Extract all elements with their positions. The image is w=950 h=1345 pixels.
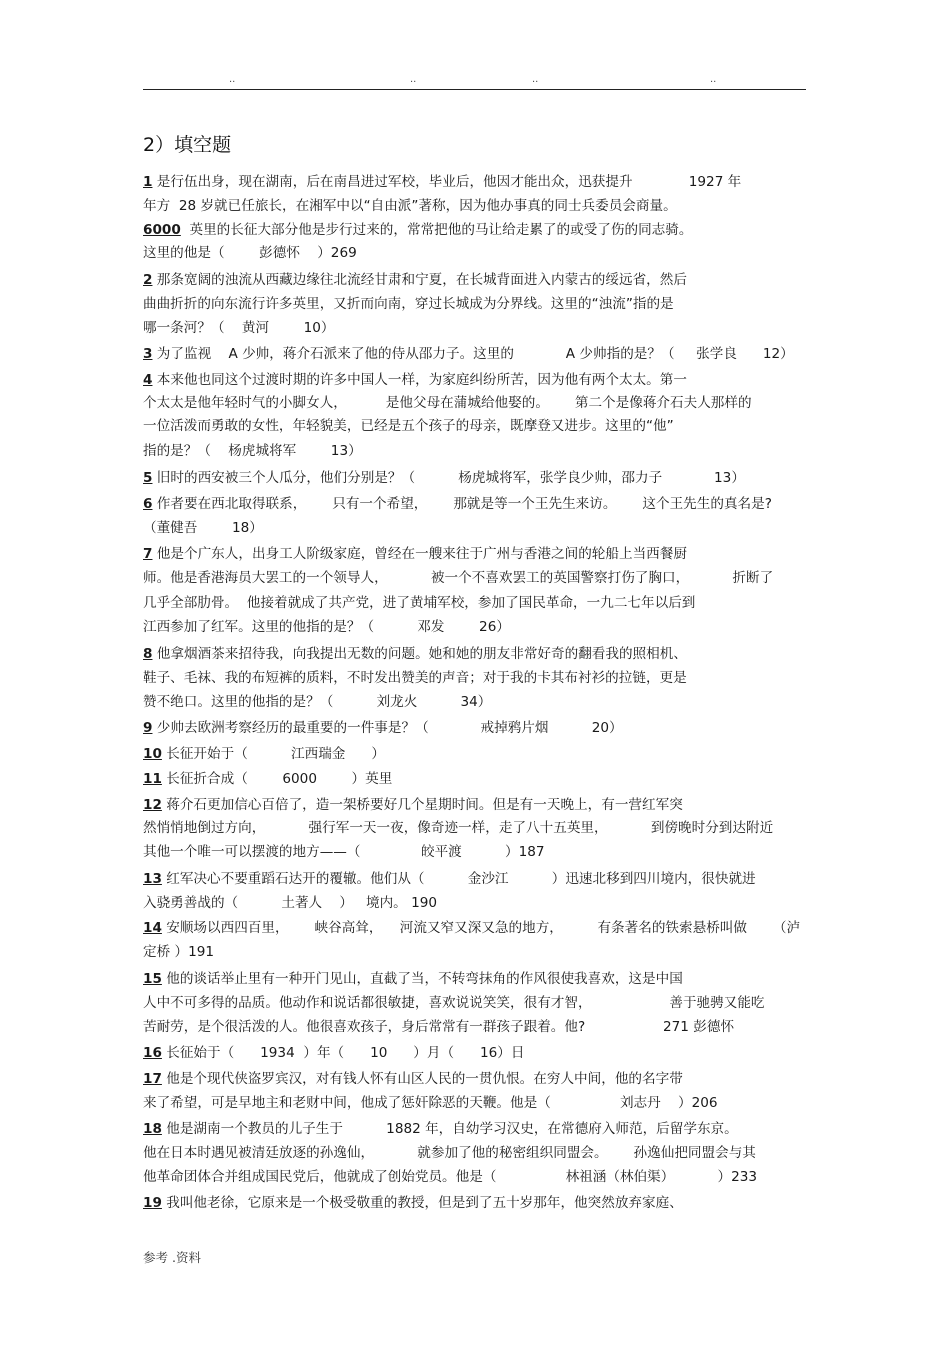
question-number: 4 [143, 372, 153, 388]
question-number: 7 [143, 546, 153, 562]
text-line: 9 少帅去欧洲考察经历的最重要的一件事是？（ 戒掉鸦片烟 20） [143, 720, 623, 736]
text-line: 几乎全部肋骨。 他接着就成了共产党，进了黄埔军校，参加了国民革命，一九二七年以后到 [143, 595, 696, 611]
text-line: （董健吾 18） [143, 520, 263, 536]
text-line: 16 长征始于（ 1934 ）年（ 10 ）月（ 16）日 [143, 1045, 525, 1061]
header-dot-4: .. [710, 74, 717, 85]
text-line: 6 作者要在西北取得联系， 只有一个希望， 那就是等一个王先生来访。 这个王先生的真名是? [143, 496, 772, 512]
text-line: 12 蒋介石更加信心百倍了，造一架桥要好几个星期时间。但是有一天晚上，有一营红军突 [143, 797, 683, 813]
text-line: 入骁勇善战的（ 土著人 ） 境内。 190 [143, 895, 438, 911]
text-line: 4 本来他也同这个过渡时期的许多中国人一样，为家庭纠纷所苦，因为他有两个太太。第一 [143, 372, 687, 388]
text-line: 17 他是个现代侠盗罗宾汉，对有钱人怀有山区人民的一贯仇恨。在穷人中间，他的名字带 [143, 1071, 683, 1087]
text-line: 10 长征开始于（ 江西瑞金 ） [143, 746, 385, 762]
text-line: 2 那条宽阔的浊流从西藏边缘往北流经甘肃和宁夏，在长城背面进入内蒙古的绥远省，然后 [143, 272, 687, 288]
question-number: 12 [143, 797, 162, 813]
text-line: 3 为了监视 A 少帅，蒋介石派来了他的侍从邵力子。这里的 A 少帅指的是？（ 张学良 12） [143, 346, 794, 362]
page-footer: 参考 .资料 [143, 1250, 201, 1265]
question-number: 10 [143, 746, 162, 762]
text-line: 他在日本时遇见被清廷放逐的孙逸仙， 就参加了他的秘密组织同盟会。 孙逸仙把同盟会与其 [143, 1145, 756, 1161]
text-line: 15 他的谈话举止里有一种开门见山，直截了当，不转弯抹角的作风很使我喜欢，这是中国 [143, 971, 683, 987]
question-number: 17 [143, 1071, 162, 1087]
text-line: 7 他是个广东人，出身工人阶级家庭，曾经在一艘来往于广州与香港之间的轮船上当西餐厨 [143, 546, 687, 562]
text-line: 6000 英里的长征大部分他是步行过来的，常常把他的马让给走累了的或受了伤的同志骑。 [143, 222, 693, 238]
text-line: 年方 28 岁就已任旅长，在湘军中以“自由派”著称，因为他办事真的同士兵委员会商量。 [143, 198, 677, 214]
text-line: 8 他拿烟酒茶来招待我，向我提出无数的问题。她和她的朋友非常好奇的翻看我的照相机、 [143, 646, 687, 662]
text-line: 这里的他是（ 彭德怀 ）269 [143, 245, 357, 261]
question-number: 13 [143, 871, 162, 887]
text-line: 14 安顺场以西四百里， 峡谷高耸， 河流又窄又深又急的地方， 有条著名的铁索悬桥叫做 （泸 [143, 920, 801, 936]
text-line: 其他一个唯一可以摆渡的地方——（ 皎平渡 ）187 [143, 844, 545, 860]
header-dot-2: .. [410, 74, 417, 85]
header-dot-3: .. [532, 74, 539, 85]
question-number: 1 [143, 174, 153, 190]
text-line: 哪一条河？（ 黄河 10） [143, 320, 335, 336]
text-line: 江西参加了红军。这里的他指的是？（ 邓发 26） [143, 619, 510, 635]
header-divider [143, 89, 806, 90]
text-line: 他革命团体合并组成国民党后，他就成了创始党员。他是（ 林祖涵（林伯渠） ）233 [143, 1169, 758, 1185]
text-line: 师。他是香港海员大罢工的一个领导人， 被一个不喜欢罢工的英国警察打伤了胸口， 折断了 [143, 570, 774, 586]
text-line: 19 我叫他老徐，它原来是一个极受敬重的教授，但是到了五十岁那年，他突然放弃家庭、 [143, 1195, 683, 1211]
text-line: 赞不绝口。这里的他指的是？（ 刘龙火 34） [143, 694, 492, 710]
text-line: 一位活泼而勇敢的女性，年轻貌美，已经是五个孩子的母亲，既摩登又进步。这里的“他” [143, 418, 674, 434]
text-line: 18 他是湖南一个教员的儿子生于 1882 年，自幼学习汉史，在常德府入师范，后留学东京。 [143, 1121, 738, 1137]
text-line: 苦耐劳，是个很活泼的人。他很喜欢孩子，身后常常有一群孩子跟着。他? 271 彭德怀 [143, 1019, 735, 1035]
question-number: 16 [143, 1045, 162, 1061]
text-line: 曲曲折折的向东流行许多英里，又折而向南，穿过长城成为分界线。这里的“浊流”指的是 [143, 296, 674, 312]
header-dots [143, 74, 806, 86]
question-number: 6000 [143, 222, 181, 238]
question-number: 14 [143, 920, 162, 936]
section-title: 2）填空题 [143, 134, 232, 156]
question-number: 19 [143, 1195, 162, 1211]
question-number: 6 [143, 496, 153, 512]
text-line: 定桥 ）191 [143, 944, 215, 960]
text-line: 1 是行伍出身，现在湖南，后在南昌进过军校，毕业后，他因才能出众，迅获提升 1927 年 [143, 174, 742, 190]
text-line: 指的是？（ 杨虎城将军 13） [143, 443, 362, 459]
question-number: 2 [143, 272, 153, 288]
question-number: 9 [143, 720, 153, 736]
text-line: 然悄悄地倒过方向， 强行军一天一夜，像奇迹一样，走了八十五英里， 到傍晚时分到达附近 [143, 820, 774, 836]
text-line: 来了希望，可是早地主和老财中间，他成了惩奸除恶的天鞭。他是（ 刘志丹 ）206 [143, 1095, 718, 1111]
question-number: 15 [143, 971, 162, 987]
text-line: 5 旧时的西安被三个人瓜分，他们分别是？（ 杨虎城将军，张学良少帅，邵力子 13） [143, 470, 745, 486]
text-line: 鞋子、毛袜、我的布短裤的质料，不时发出赞美的声音；对于我的卡其布衬衫的拉链，更是 [143, 670, 687, 686]
question-number: 8 [143, 646, 153, 662]
text-line: 13 红军决心不要重蹈石达开的覆辙。他们从（ 金沙江 ）迅速北移到四川境内，很快就进 [143, 871, 756, 887]
text-line: 人中不可多得的品质。他动作和说话都很敏捷，喜欢说说笑笑，很有才智， 善于驰骋又能吃 [143, 995, 765, 1011]
question-number: 5 [143, 470, 153, 486]
question-number: 3 [143, 346, 153, 362]
question-number: 18 [143, 1121, 162, 1137]
question-number: 11 [143, 771, 162, 787]
text-line: 个太太是他年轻时气的小脚女人， 是他父母在蒲城给他娶的。 第二个是像蒋介石夫人那样的 [143, 395, 752, 411]
header-dot-1: .. [229, 74, 236, 85]
text-line: 11 长征折合成（ 6000 ）英里 [143, 771, 393, 787]
